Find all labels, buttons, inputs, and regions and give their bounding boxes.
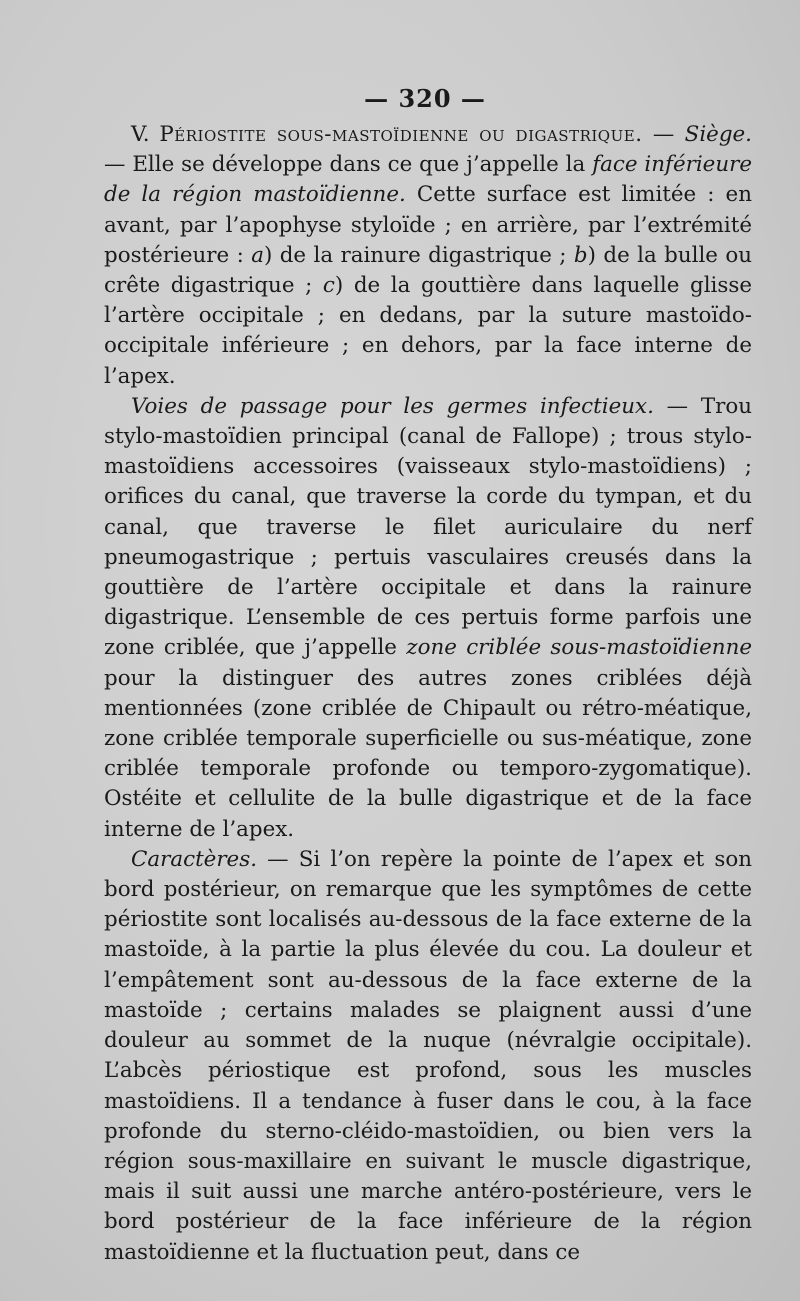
voies-label: Voies de passage pour les germes infectieux.	[131, 393, 654, 419]
siege-label: Siège.	[684, 122, 752, 147]
voies-emphasis: zone criblée sous-mastoïdienne	[406, 635, 753, 661]
caracteres-label: Caractères.	[131, 846, 257, 872]
siege-item-a: a	[251, 242, 264, 268]
paragraph-caracteres	[104, 845, 752, 1268]
voies-text-2: pour la distinguer des autres zones criblées déjà mentionnées (zone criblée de Chipault ou rétro-méatique, zone criblée temporale superficielle ou sus-méatique, zone criblée temporale profonde ou temporo-zygomatique). Ostéite et cellulite de la bulle digastrique et de la face interne de l’apex.	[104, 665, 752, 842]
siege-emphasis: face inférieure de la région mastoïdienne.	[104, 152, 752, 208]
paragraph-siege	[104, 120, 752, 392]
siege-text-1: Elle se développe dans ce que j’appelle la	[132, 152, 593, 178]
section-title: Périostite sous-mastoïdienne ou digastrique. —	[159, 122, 675, 147]
siege-text-4: ) de la bulle ou crête digastrique ;	[104, 242, 752, 299]
siege-text-3: ) de la rainure digastrique ;	[263, 242, 574, 268]
siege-dash: —	[104, 152, 133, 178]
body-text	[104, 120, 752, 1268]
siege-text-2: Cette surface est limitée : en avant, par l’apophyse styloïde ; en arrière, par l’extrémité postérieure :	[104, 182, 752, 268]
siege-item-b: b	[573, 242, 588, 268]
siege-text-5: ) de la gouttière dans laquelle glisse l’artère occipitale ; en dedans, par la suture mastoïdo-occipitale inférieure ; en dehors, par la face interne de l’apex.	[104, 273, 752, 389]
caracteres-text-1: — Si l’on repère la pointe de l’apex et son bord postérieur, on remarque que les symptômes de cette périostite sont localisés au-dessous de la face externe de la mastoïde, à la partie la plus élevée du cou. La douleur et l’empâtement sont au-dessous de la face externe de la mastoïde ; certains malades se plaignent aussi d’une douleur au sommet de la nuque (névralgie occipitale). L’abcès périostique est profond, sous les muscles mastoïdiens. Il a tendance à fuser dans le cou, à la face profonde du sterno-cléido-mastoïdien, ou bien vers la région sous-maxillaire en suivant le muscle digastrique, mais il suit aussi une marche antéro-postérieure, vers le bord postérieur de la face inférieure de la région mastoïdienne et la fluctuation peut, dans ce	[104, 846, 752, 1265]
page-number: — 320 —	[364, 84, 486, 113]
section-numeral: V.	[131, 122, 160, 147]
voies-text-1: — Trou stylo-mastoïdien principal (canal de Fallope) ; trous stylo-mastoïdiens accessoires (vaisseaux stylo-mastoïdiens) ; orifices du canal, que traverse la corde du tympan, et du canal, que traverse le filet auriculaire du nerf pneumogastrique ; pertuis vasculaires creusés dans la gouttière de l’artère occipitale et dans la rainure digastrique. L’ensemble de ces pertuis forme parfois une zone criblée, que j’appelle	[104, 393, 753, 661]
siege-item-c: c	[322, 273, 335, 299]
paragraph-voies	[104, 392, 752, 845]
